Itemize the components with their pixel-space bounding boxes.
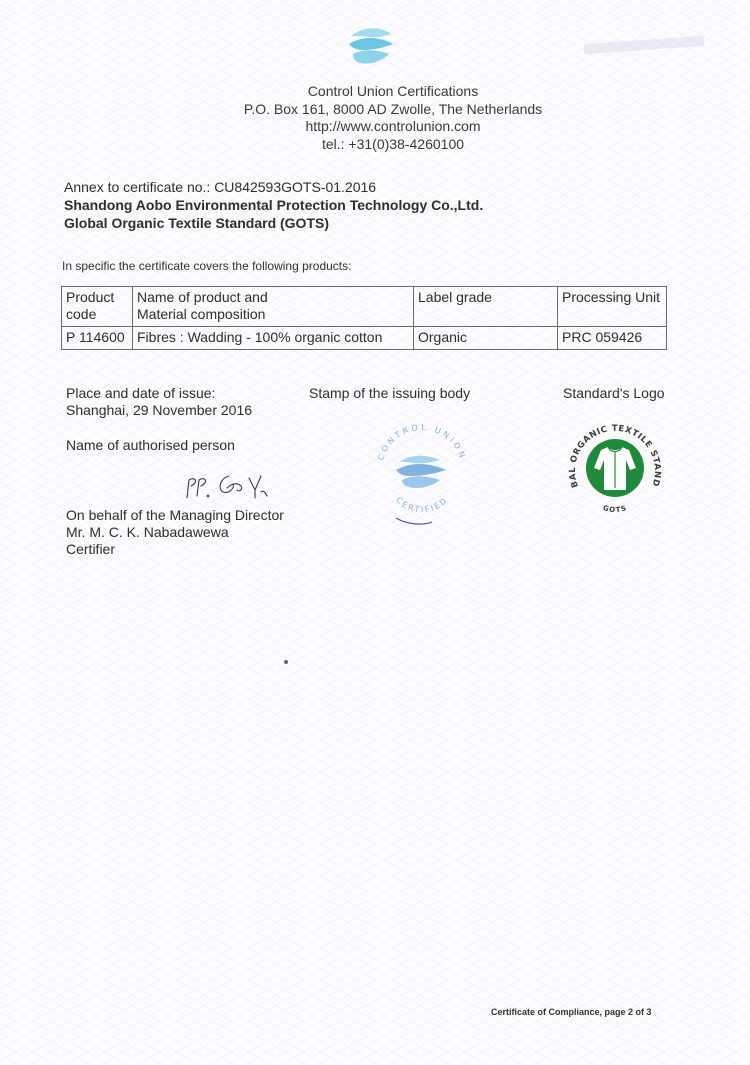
- cell-product-code: P 114600: [62, 327, 133, 350]
- on-behalf-line: On behalf of the Managing Director: [66, 507, 284, 523]
- gots-ring-text: BAL ORGANIC TEXTILE STAND: [567, 423, 663, 489]
- table-header-row: [62, 287, 667, 327]
- org-website: http://www.controlunion.com: [305, 118, 481, 134]
- header-product-name-line1: Name of product and: [137, 289, 268, 305]
- issue-value: Shanghai, 29 November 2016: [66, 402, 253, 418]
- header-label-grade: Label grade: [414, 287, 558, 327]
- issue-label: Place and date of issue:: [66, 385, 216, 401]
- intro-text: In specific the certificate covers the following products:: [62, 259, 352, 273]
- header-contact-block: [0, 83, 750, 153]
- svg-text:CONTROL UNION: [376, 423, 468, 462]
- cell-label-grade: Organic: [414, 327, 558, 350]
- scan-speck: [284, 660, 288, 664]
- table-row: [62, 327, 667, 350]
- header-product-code-line1: Product: [66, 289, 115, 305]
- signature: [183, 470, 273, 504]
- org-phone: tel.: +31(0)38-4260100: [321, 135, 465, 152]
- page-footer: Certificate of Compliance, page 2 of 3: [491, 1007, 652, 1017]
- control-union-logo-icon: [345, 22, 397, 70]
- header-product-code: [62, 287, 133, 327]
- stamp-label: Stamp of the issuing body: [309, 385, 471, 401]
- logo-label: Standard's Logo: [563, 385, 665, 401]
- cell-product-name: Fibres : Wadding - 100% organic cotton: [133, 327, 414, 350]
- company-name: Shandong Aobo Environmental Protection Technology Co.,Ltd.: [64, 197, 484, 213]
- header-product-name-line2: Material composition: [137, 306, 266, 322]
- authorised-person-label: Name of authorised person: [66, 437, 235, 453]
- header-product-name: [133, 287, 414, 327]
- certifier-title: Certifier: [66, 541, 116, 557]
- header-processing-unit: Processing Unit: [558, 287, 667, 327]
- certifier-name: Mr. M. C. K. Nabadawewa: [66, 524, 229, 540]
- svg-text:CERTIFIED: [394, 495, 450, 514]
- scan-artifact: [584, 36, 704, 54]
- standard-name: Global Organic Textile Standard (GOTS): [64, 215, 330, 231]
- gots-bottom-text: GOTS: [601, 503, 629, 515]
- cell-processing-unit: PRC 059426: [558, 327, 667, 350]
- header-product-code-line2: code: [66, 306, 97, 322]
- org-address: P.O. Box 161, 8000 AD Zwolle, The Netherlands: [243, 100, 543, 117]
- gots-logo-icon: [560, 416, 670, 526]
- stamp-top-text: CONTROL UNION: [376, 422, 468, 462]
- svg-text:GOTS: [602, 504, 628, 514]
- org-name: Control Union Certifications: [307, 83, 479, 99]
- products-table: [61, 286, 667, 350]
- stamp-bottom-text: CERTIFIED: [394, 495, 450, 515]
- issuing-body-stamp: [366, 414, 476, 530]
- certificate-number: Annex to certificate no.: CU842593GOTS-01.2016: [64, 179, 377, 195]
